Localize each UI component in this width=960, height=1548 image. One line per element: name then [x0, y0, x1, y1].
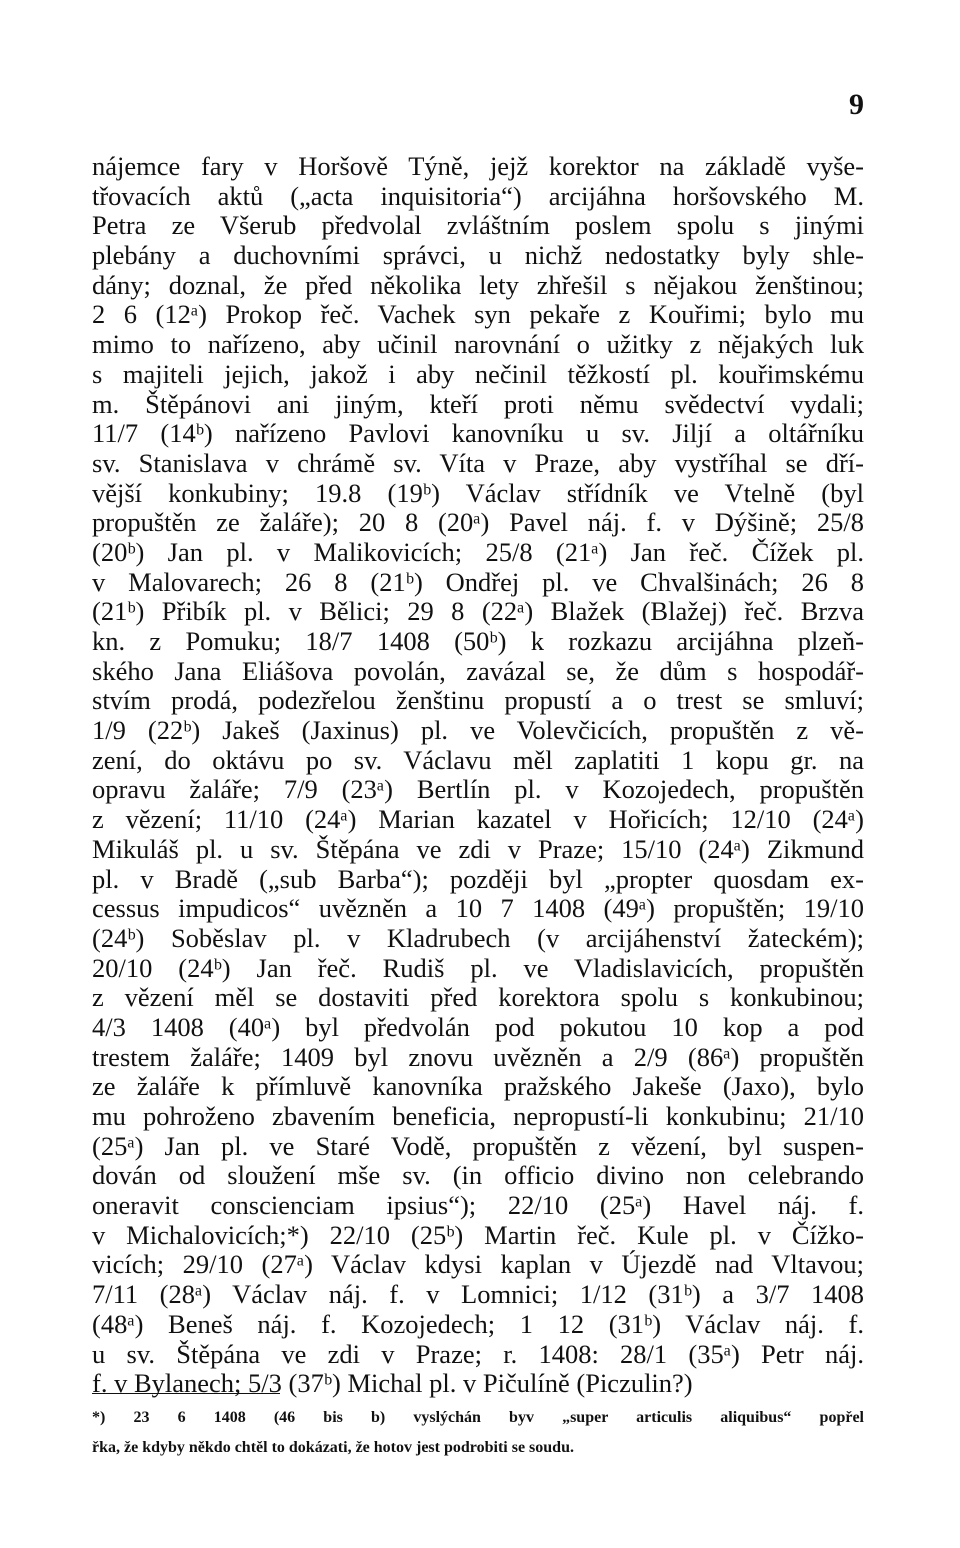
body-line: třovacích aktů („acta inquisitoria“) arcijáhna horšovského M. — [92, 180, 864, 211]
body-line: z vězení; 11/10 (24ᵃ) Marian kazatel v Hořicích; 12/10 (24ᵃ) — [92, 804, 864, 835]
footnote-line: řka, že kdyby někdo chtěl to dokázati, že hotov jest podrobiti se soudu. — [92, 1439, 574, 1456]
body-line: 1/9 (22ᵇ) Jakeš (Jaxinus) pl. ve Volevčicích, propuštěn z vě- — [92, 715, 864, 746]
body-line: 20/10 (24ᵇ) Jan řeč. Rudiš pl. ve Vladislavicích, propuštěn — [92, 952, 864, 983]
body-line: 2 6 (12ᵃ) Prokop řeč. Vachek syn pekaře z Kouřimi; bylo mu — [92, 299, 864, 330]
body-line: pl. v Bradě („sub Barba“); později byl „propter quosdam ex- — [92, 863, 864, 894]
footnote-divider — [92, 1393, 280, 1394]
body-line: s majiteli jejich, jakož i aby nečinil těžkostí pl. kouřimskému — [92, 358, 864, 389]
body-line: (20ᵇ) Jan pl. v Malikovicích; 25/8 (21ᵃ) Jan řeč. Čížek pl. — [92, 536, 864, 567]
body-line: (48ᵃ) Beneš náj. f. Kozojedech; 1 12 (31ᵇ) Václav náj. f. — [92, 1308, 864, 1339]
body-line: opravu žaláře; 7/9 (23ᵃ) Bertlín pl. v Kozojedech, propuštěn — [92, 774, 864, 805]
body-line: dány; doznal, že před několika lety zhřešil s nějakou ženštinou; — [92, 269, 864, 300]
body-line: mu pohroženo zbavením beneficia, nepropustí-li konkubinu; 21/10 — [92, 1101, 864, 1131]
body-line: kn. z Pomuku; 18/7 1408 (50ᵇ) k rozkazu arcijáhna plzeň- — [92, 626, 864, 656]
body-line: Mikuláš pl. u sv. Štěpána ve zdi v Praze; 15/10 (24ᵃ) Zikmund — [92, 833, 864, 864]
body-line: stvím prodá, podezřelou ženštinu propustí a o trest se smluví; — [92, 685, 864, 716]
body-line: (21ᵇ) Přibík pl. v Bělici; 29 8 (22ᵃ) Blažek (Blažej) řeč. Brzva — [92, 596, 864, 627]
body-line: f. v Bylanech; 5/3 (37ᵇ) Michal pl. v Pičulíně (Piczulin?) — [92, 1368, 693, 1399]
body-line: propuštěn ze žaláře); 20 8 (20ᵃ) Pavel náj. f. v Dýšině; 25/8 — [92, 507, 864, 538]
body-line: vější konkubiny; 19.8 (19ᵇ) Václav střídník ve Vtelně (byl — [92, 477, 864, 508]
body-line: v Malovarech; 26 8 (21ᵇ) Ondřej pl. ve Chvalšinách; 26 8 — [92, 566, 864, 597]
body-line: 4/3 1408 (40ᵃ) byl předvolán pod pokutou 10 kop a pod — [92, 1011, 864, 1042]
body-line: z vězení měl se dostaviti před korektora spolu s konkubinou; — [92, 982, 864, 1013]
body-line: m. Štěpánovi ani jiným, kteří proti němu svědectví vydali; — [92, 388, 864, 419]
body-line: ze žaláře k přímluvě kanovníka pražského Jakeše (Jaxo), bylo — [92, 1071, 864, 1102]
body-line: cessus impudicos“ uvězněn a 10 7 1408 (49ᵃ) propuštěn; 19/10 — [92, 893, 864, 924]
body-line: v Michalovicích;*) 22/10 (25ᵇ) Martin řeč. Kule pl. v Čížko- — [92, 1219, 864, 1250]
body-line: sv. Stanislava v chrámě sv. Víta v Praze, aby vystříhal se dří- — [92, 447, 864, 478]
body-line: ského Jana Eliášova povolán, zavázal se, že dům s hospodář- — [92, 655, 864, 686]
body-line: nájemce fary v Horšově Týně, jejž korektor na základě vyše- — [92, 151, 864, 181]
body-line: Petra ze Všerub předvolal zvláštním poslem spolu s jinými — [92, 210, 864, 241]
body-line: u sv. Štěpána ve zdi v Praze; r. 1408: 28/1 (35ᵃ) Petr náj. — [92, 1338, 864, 1369]
body-line: mimo to nařízeno, aby učinil narovnání o užitky z nějakých luk — [92, 329, 864, 360]
page-number: 9 — [849, 88, 864, 121]
body-line: (24ᵇ) Soběslav pl. v Kladrubech (v arcijáhenství žateckém); — [92, 922, 864, 953]
body-line: dován od sloužení mše sv. (in officio divino non celebrando — [92, 1160, 864, 1191]
body-line: oneravit conscienciam ipsius“); 22/10 (25ᵃ) Havel náj. f. — [92, 1190, 864, 1221]
footnote-line: *) 23 6 1408 (46 bis b) vyslýchán byv „super articulis aliquibus“ popřel — [92, 1409, 864, 1426]
body-line: trestem žaláře; 1409 byl znovu uvězněn a 2/9 (86ᵃ) propuštěn — [92, 1041, 864, 1072]
body-line: 11/7 (14ᵇ) nařízeno Pavlovi kanovníku u sv. Jiljí a oltářníku — [92, 418, 864, 449]
body-text — [92, 152, 864, 1399]
body-line: 7/11 (28ᵃ) Václav náj. f. v Lomnici; 1/12 (31ᵇ) a 3/7 1408 — [92, 1279, 864, 1310]
body-line: plebány a duchovními správci, u nichž nedostatky byly shle- — [92, 240, 864, 271]
body-line: vicích; 29/10 (27ᵃ) Václav kdysi kaplan v Újezdě nad Vltavou; — [92, 1249, 864, 1280]
footnote — [92, 1403, 864, 1463]
body-line: zení, do oktávu po sv. Václavu měl zaplatiti 1 kopu gr. na — [92, 744, 864, 775]
body-line: (25ᵃ) Jan pl. ve Staré Vodě, propuštěn z vězení, byl suspen- — [92, 1130, 864, 1161]
